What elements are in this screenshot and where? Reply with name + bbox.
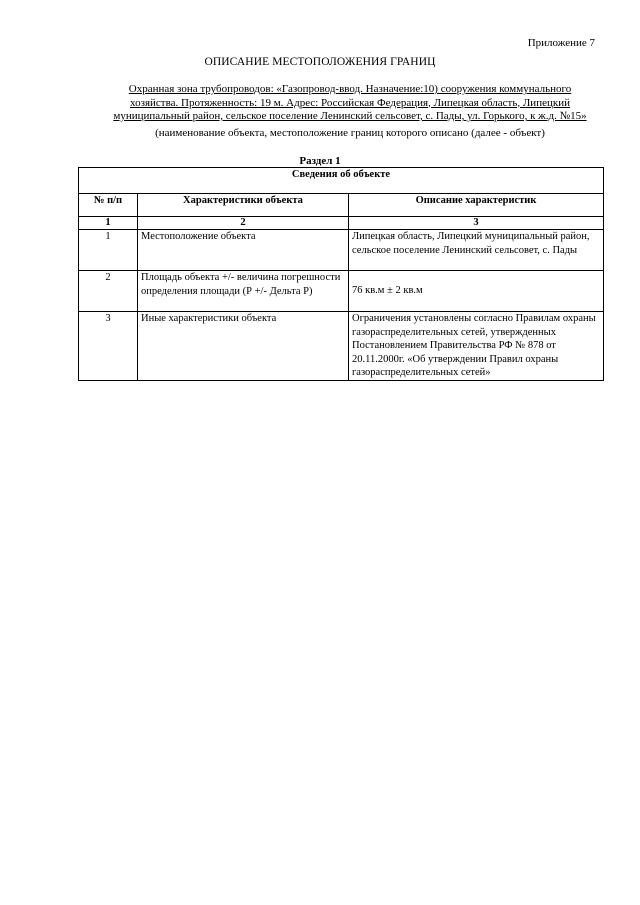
row-number: 2 xyxy=(79,271,138,312)
object-info-table xyxy=(78,167,604,381)
table-row xyxy=(79,312,604,381)
column-header-description: Описание характеристик xyxy=(349,194,604,217)
object-name-line-2: хозяйства. Протяженность: 19 м. Адрес: Российская Федерация, Липецкая область, Липецкий xyxy=(130,96,570,109)
table-row xyxy=(79,271,604,312)
column-number: 2 xyxy=(138,217,349,230)
column-number: 3 xyxy=(349,217,604,230)
document-title: ОПИСАНИЕ МЕСТОПОЛОЖЕНИЯ ГРАНИЦ xyxy=(204,56,436,68)
column-number: 1 xyxy=(79,217,138,230)
object-name-line-1: Охранная зона трубопроводов: «Газопровод-ввод. Назначение:10) сооружения коммунального xyxy=(128,83,572,95)
row-description: Ограничения установлены согласно Правилам охраны газораспределительных сетей, утвержденных Постановлением Правительства РФ № 878 от 20.11.2000г. «Об утверждении Правил охраны газораспределительных сетей» xyxy=(349,312,604,381)
object-name xyxy=(78,83,622,124)
column-header-number: № п/п xyxy=(79,194,138,217)
column-header-characteristic: Характеристики объекта xyxy=(138,194,349,217)
row-number: 1 xyxy=(79,230,138,271)
row-characteristic: Местоположение объекта xyxy=(138,230,349,271)
appendix-label: Приложение 7 xyxy=(527,37,595,49)
row-number: 3 xyxy=(79,312,138,381)
row-characteristic: Иные характеристики объекта xyxy=(138,312,349,381)
section-title: Раздел 1 xyxy=(299,155,341,167)
table-caption: Сведения об объекте xyxy=(79,168,604,194)
object-name-line-3: муниципальный район, сельское поселение Ленинский сельсовет, с. Пады, ул. Горького, к ж.д. №15» xyxy=(113,110,587,122)
column-numbers-row xyxy=(79,217,604,230)
table-header-row xyxy=(79,194,604,217)
table-caption-row xyxy=(79,168,604,194)
object-caption: (наименование объекта, местоположение границ которого описано (далее - объект) xyxy=(155,127,545,139)
row-description: Липецкая область, Липецкий муниципальный район, сельское поселение Ленинский сельсовет, с. Пады xyxy=(349,230,604,271)
row-characteristic: Площадь объекта +/- величина погрешности определения площади (Р +/- Дельта Р) xyxy=(138,271,349,312)
table-row xyxy=(79,230,604,271)
row-description: 76 кв.м ± 2 кв.м xyxy=(349,271,604,312)
